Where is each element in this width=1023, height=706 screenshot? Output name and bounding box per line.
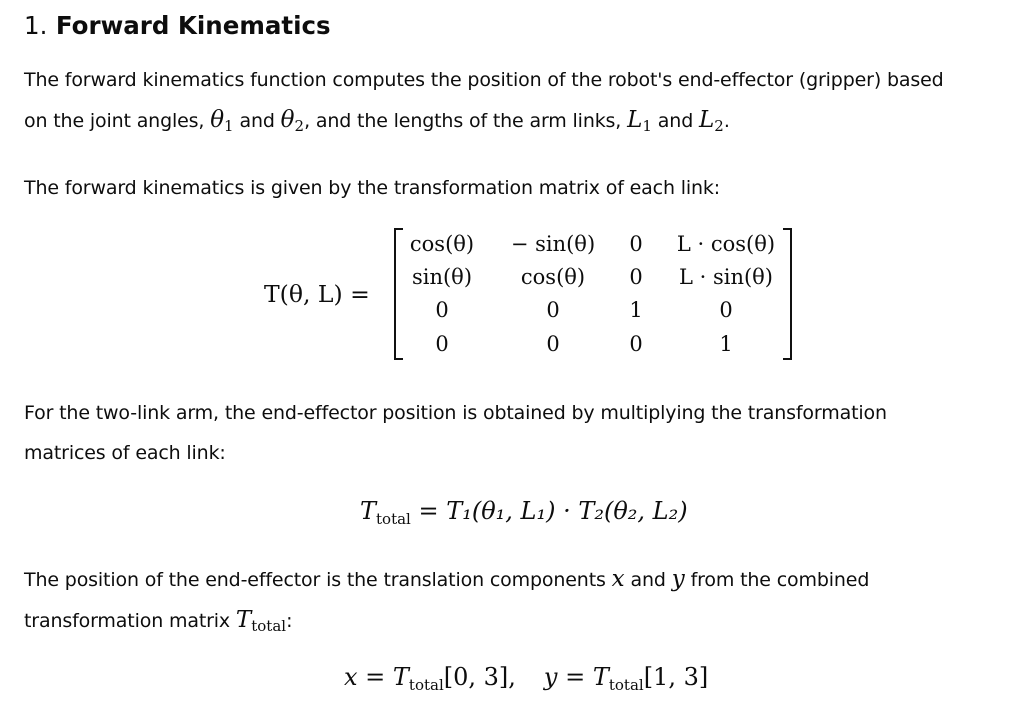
matrix-cell: sin(θ): [411, 265, 473, 289]
position-equation: $x = T_{total}[0$, 3], $y = T_{total}[1$, 3]: [344, 663, 709, 694]
two-link-line-2: matrices of each link:: [24, 442, 226, 464]
two-link-paragraph: [24, 393, 1019, 473]
matrix-cell: cos(θ): [409, 232, 475, 256]
intro-line-2b: , and the lengths of the arm links,: [304, 110, 628, 132]
matrix-cell: 0: [546, 332, 560, 356]
matrix-cell: L · sin(θ): [678, 265, 774, 289]
intro-and-2: and: [651, 110, 699, 132]
intro-line-2a: on the joint angles,: [24, 110, 211, 132]
matrix-cell: − sin(θ): [510, 232, 596, 256]
intro-end: .: [723, 110, 730, 132]
matrix-cell: 1: [719, 332, 733, 356]
transform-intro: The forward kinematics is given by the transformation matrix of each link:: [24, 177, 720, 199]
matrix-cell: 0: [546, 298, 560, 322]
section-title: Forward Kinematics: [55, 11, 331, 40]
total-transform-equation: $T_{total} = T_1(\theta_1$, L₁) · T₂(θ₂, L₂): [360, 497, 688, 528]
length-2: $L_2$: [699, 107, 724, 135]
two-link-line-1: For the two-link arm, the end-effector position is obtained by multiplying the transformation: [24, 402, 887, 424]
var-x: x: [611, 566, 625, 592]
matrix-cell: 0: [435, 298, 449, 322]
matrix-cell: cos(θ): [520, 265, 586, 289]
theta-2: $\theta_2$: [280, 107, 305, 135]
section-number: 1.: [24, 11, 48, 40]
position-paragraph: The position of the end-effector is the translation components x and y from the combined transformation matrix $T_{total}$:: [24, 566, 870, 635]
length-1: $L_1$: [627, 107, 652, 135]
intro-and: and: [233, 110, 281, 132]
matrix-lhs: T(θ, L) =: [264, 280, 370, 308]
matrix-cell: 0: [629, 232, 643, 256]
var-y: y: [671, 566, 685, 592]
section-heading: [24, 10, 331, 42]
intro-paragraph: [24, 60, 1019, 146]
t-total: $T_{total}$: [235, 607, 287, 635]
matrix-cell: L · cos(θ): [676, 232, 776, 256]
matrix-cell: 0: [629, 265, 643, 289]
intro-line-1: The forward kinematics function computes the position of the robot's end-effector (gripper) based: [24, 69, 944, 91]
matrix-cell: 0: [629, 332, 643, 356]
matrix-cell: 0: [719, 298, 733, 322]
theta-1: $\theta_1$: [210, 107, 234, 135]
matrix-cell: 1: [629, 298, 643, 322]
matrix-cell: 0: [435, 332, 449, 356]
